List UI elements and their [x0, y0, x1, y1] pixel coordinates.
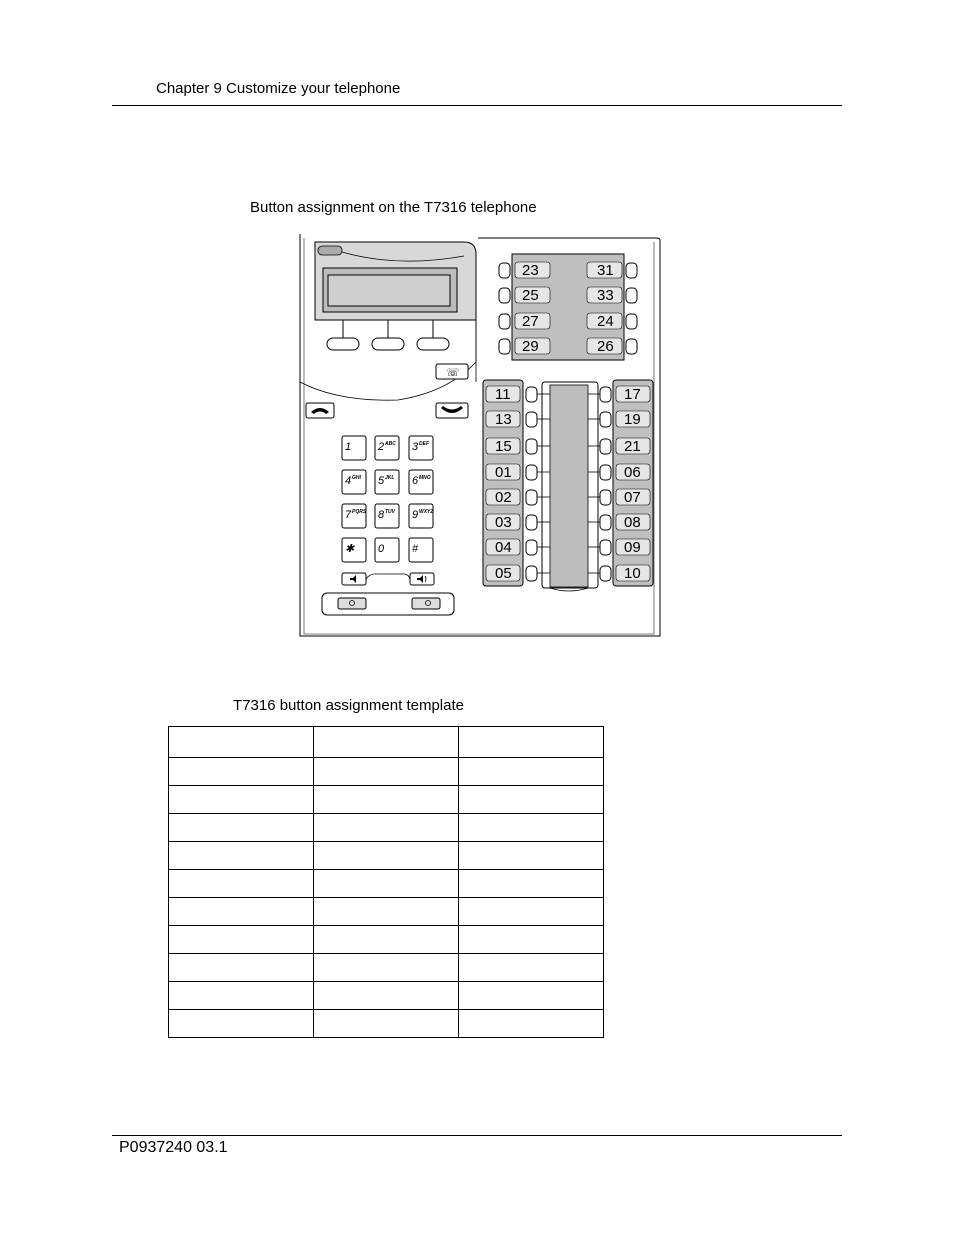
template-cell — [169, 870, 314, 898]
dial-key-letters: ABC — [385, 441, 396, 447]
template-cell — [314, 814, 459, 842]
template-row — [169, 926, 604, 954]
dial-keypad — [342, 436, 434, 562]
button-label: 31 — [597, 262, 614, 279]
t7316-telephone-diagram — [298, 232, 662, 638]
memory-button-left — [486, 438, 550, 455]
memory-button-left — [486, 386, 550, 403]
dial-key — [409, 504, 434, 528]
dial-key-letters: WXYZ — [419, 509, 434, 515]
dial-key-number: ✱ — [345, 543, 355, 555]
button-label: 06 — [624, 464, 641, 481]
memory-button-top-left — [499, 313, 550, 330]
template-cell — [169, 982, 314, 1010]
template-cell — [459, 814, 604, 842]
template-cell — [314, 758, 459, 786]
document-id: P0937240 03.1 — [119, 1139, 228, 1156]
template-cell — [169, 786, 314, 814]
dial-key-letters: PQRS — [352, 509, 367, 515]
button-label: 09 — [624, 539, 641, 556]
memory-button-left — [486, 514, 550, 531]
template-cell — [459, 926, 604, 954]
button-label: 05 — [495, 565, 512, 582]
dial-key — [409, 538, 433, 562]
template-row — [169, 898, 604, 926]
dial-key-letters: TUV — [385, 509, 395, 515]
template-cell — [314, 1010, 459, 1038]
template-cell — [169, 727, 314, 758]
template-row — [169, 954, 604, 982]
dial-key — [409, 436, 433, 460]
memory-button-left — [486, 539, 550, 556]
figure-caption: Button assignment on the T7316 telephone — [250, 199, 537, 216]
template-row — [169, 727, 604, 758]
button-label: 19 — [624, 411, 641, 428]
template-cell — [459, 758, 604, 786]
template-row — [169, 1010, 604, 1038]
template-cell — [169, 954, 314, 982]
template-caption: T7316 button assignment template — [233, 697, 464, 714]
button-label: 10 — [624, 565, 641, 582]
memory-button-top-left — [499, 287, 550, 304]
dial-key — [342, 436, 366, 460]
template-row — [169, 870, 604, 898]
template-cell — [459, 954, 604, 982]
template-cell — [169, 814, 314, 842]
dial-key-number: # — [412, 543, 419, 555]
dial-key-number: 5 — [378, 475, 385, 487]
button-label: 08 — [624, 514, 641, 531]
volume-bar — [342, 573, 434, 585]
memory-button-top-right — [587, 338, 637, 355]
button-assignment-template-table — [168, 726, 604, 1038]
memory-button-top-left — [499, 338, 550, 355]
template-cell — [314, 898, 459, 926]
template-cell — [459, 870, 604, 898]
button-label: 26 — [597, 338, 614, 355]
template-cell — [169, 926, 314, 954]
memory-button-top-right — [587, 262, 637, 279]
template-cell — [314, 870, 459, 898]
dial-key-number: 7 — [345, 509, 352, 521]
dial-key — [342, 538, 366, 562]
header-rule — [112, 105, 842, 106]
chapter-header: Chapter 9 Customize your telephone — [156, 80, 401, 97]
template-cell — [459, 786, 604, 814]
button-label: 21 — [624, 438, 641, 455]
dial-key-number: 9 — [412, 509, 419, 521]
template-row — [169, 982, 604, 1010]
button-label: 29 — [522, 338, 539, 355]
template-cell — [169, 842, 314, 870]
memory-button-left — [486, 411, 550, 428]
template-cell — [314, 842, 459, 870]
bottom-key-bar — [322, 593, 454, 615]
dial-key-letters: MNO — [419, 475, 431, 481]
memory-button-top-left — [499, 262, 550, 279]
dial-key — [375, 538, 399, 562]
dial-key-letters: GHI — [352, 475, 361, 481]
dial-key-number: 8 — [378, 509, 385, 521]
template-row — [169, 758, 604, 786]
template-cell — [314, 954, 459, 982]
template-cell — [314, 727, 459, 758]
template-cell — [459, 727, 604, 758]
button-label: 23 — [522, 262, 539, 279]
dial-key-number: 6 — [412, 475, 419, 487]
memory-button-top-right — [587, 287, 637, 304]
memory-button-left — [486, 565, 550, 582]
button-label: 25 — [522, 287, 539, 304]
template-cell — [314, 982, 459, 1010]
dial-key — [375, 470, 399, 494]
template-cell — [459, 982, 604, 1010]
template-row — [169, 814, 604, 842]
template-cell — [459, 842, 604, 870]
button-label: 24 — [597, 313, 614, 330]
button-label: 11 — [495, 386, 511, 403]
dial-key-number: 1 — [345, 441, 352, 453]
dial-key — [342, 470, 366, 494]
template-cell — [459, 1010, 604, 1038]
dial-key — [375, 504, 399, 528]
memory-button-left — [486, 464, 550, 481]
dial-key-number: 2 — [378, 441, 385, 453]
message-indicator — [318, 246, 342, 255]
dial-key — [409, 470, 433, 494]
feature-icon: ☏ — [446, 367, 460, 379]
button-label: 17 — [624, 386, 641, 403]
soft-keys — [327, 320, 449, 350]
dial-key-letters: DEF — [419, 441, 429, 447]
button-label: 13 — [495, 411, 512, 428]
template-cell — [169, 898, 314, 926]
display-screen — [328, 275, 450, 306]
template-cell — [314, 786, 459, 814]
memory-button-left — [486, 489, 550, 506]
dial-key — [375, 436, 399, 460]
dial-key-number: 4 — [345, 475, 352, 487]
button-label: 03 — [495, 514, 512, 531]
button-label: 15 — [495, 438, 512, 455]
dial-key-number: 3 — [412, 441, 419, 453]
template-row — [169, 786, 604, 814]
button-label: 02 — [495, 489, 512, 506]
button-label: 04 — [495, 539, 512, 556]
template-cell — [169, 758, 314, 786]
button-label: 07 — [624, 489, 641, 506]
dial-key-letters: JKL — [385, 475, 395, 481]
template-cell — [314, 926, 459, 954]
dial-key-number: 0 — [378, 543, 385, 555]
template-cell — [459, 898, 604, 926]
footer-rule — [112, 1135, 842, 1136]
template-row — [169, 842, 604, 870]
button-label: 27 — [522, 313, 539, 330]
dial-key — [342, 504, 367, 528]
button-label: 33 — [597, 287, 614, 304]
memory-button-top-right — [587, 313, 637, 330]
button-label: 01 — [495, 464, 512, 481]
template-cell — [169, 1010, 314, 1038]
designation-strip — [550, 385, 588, 587]
